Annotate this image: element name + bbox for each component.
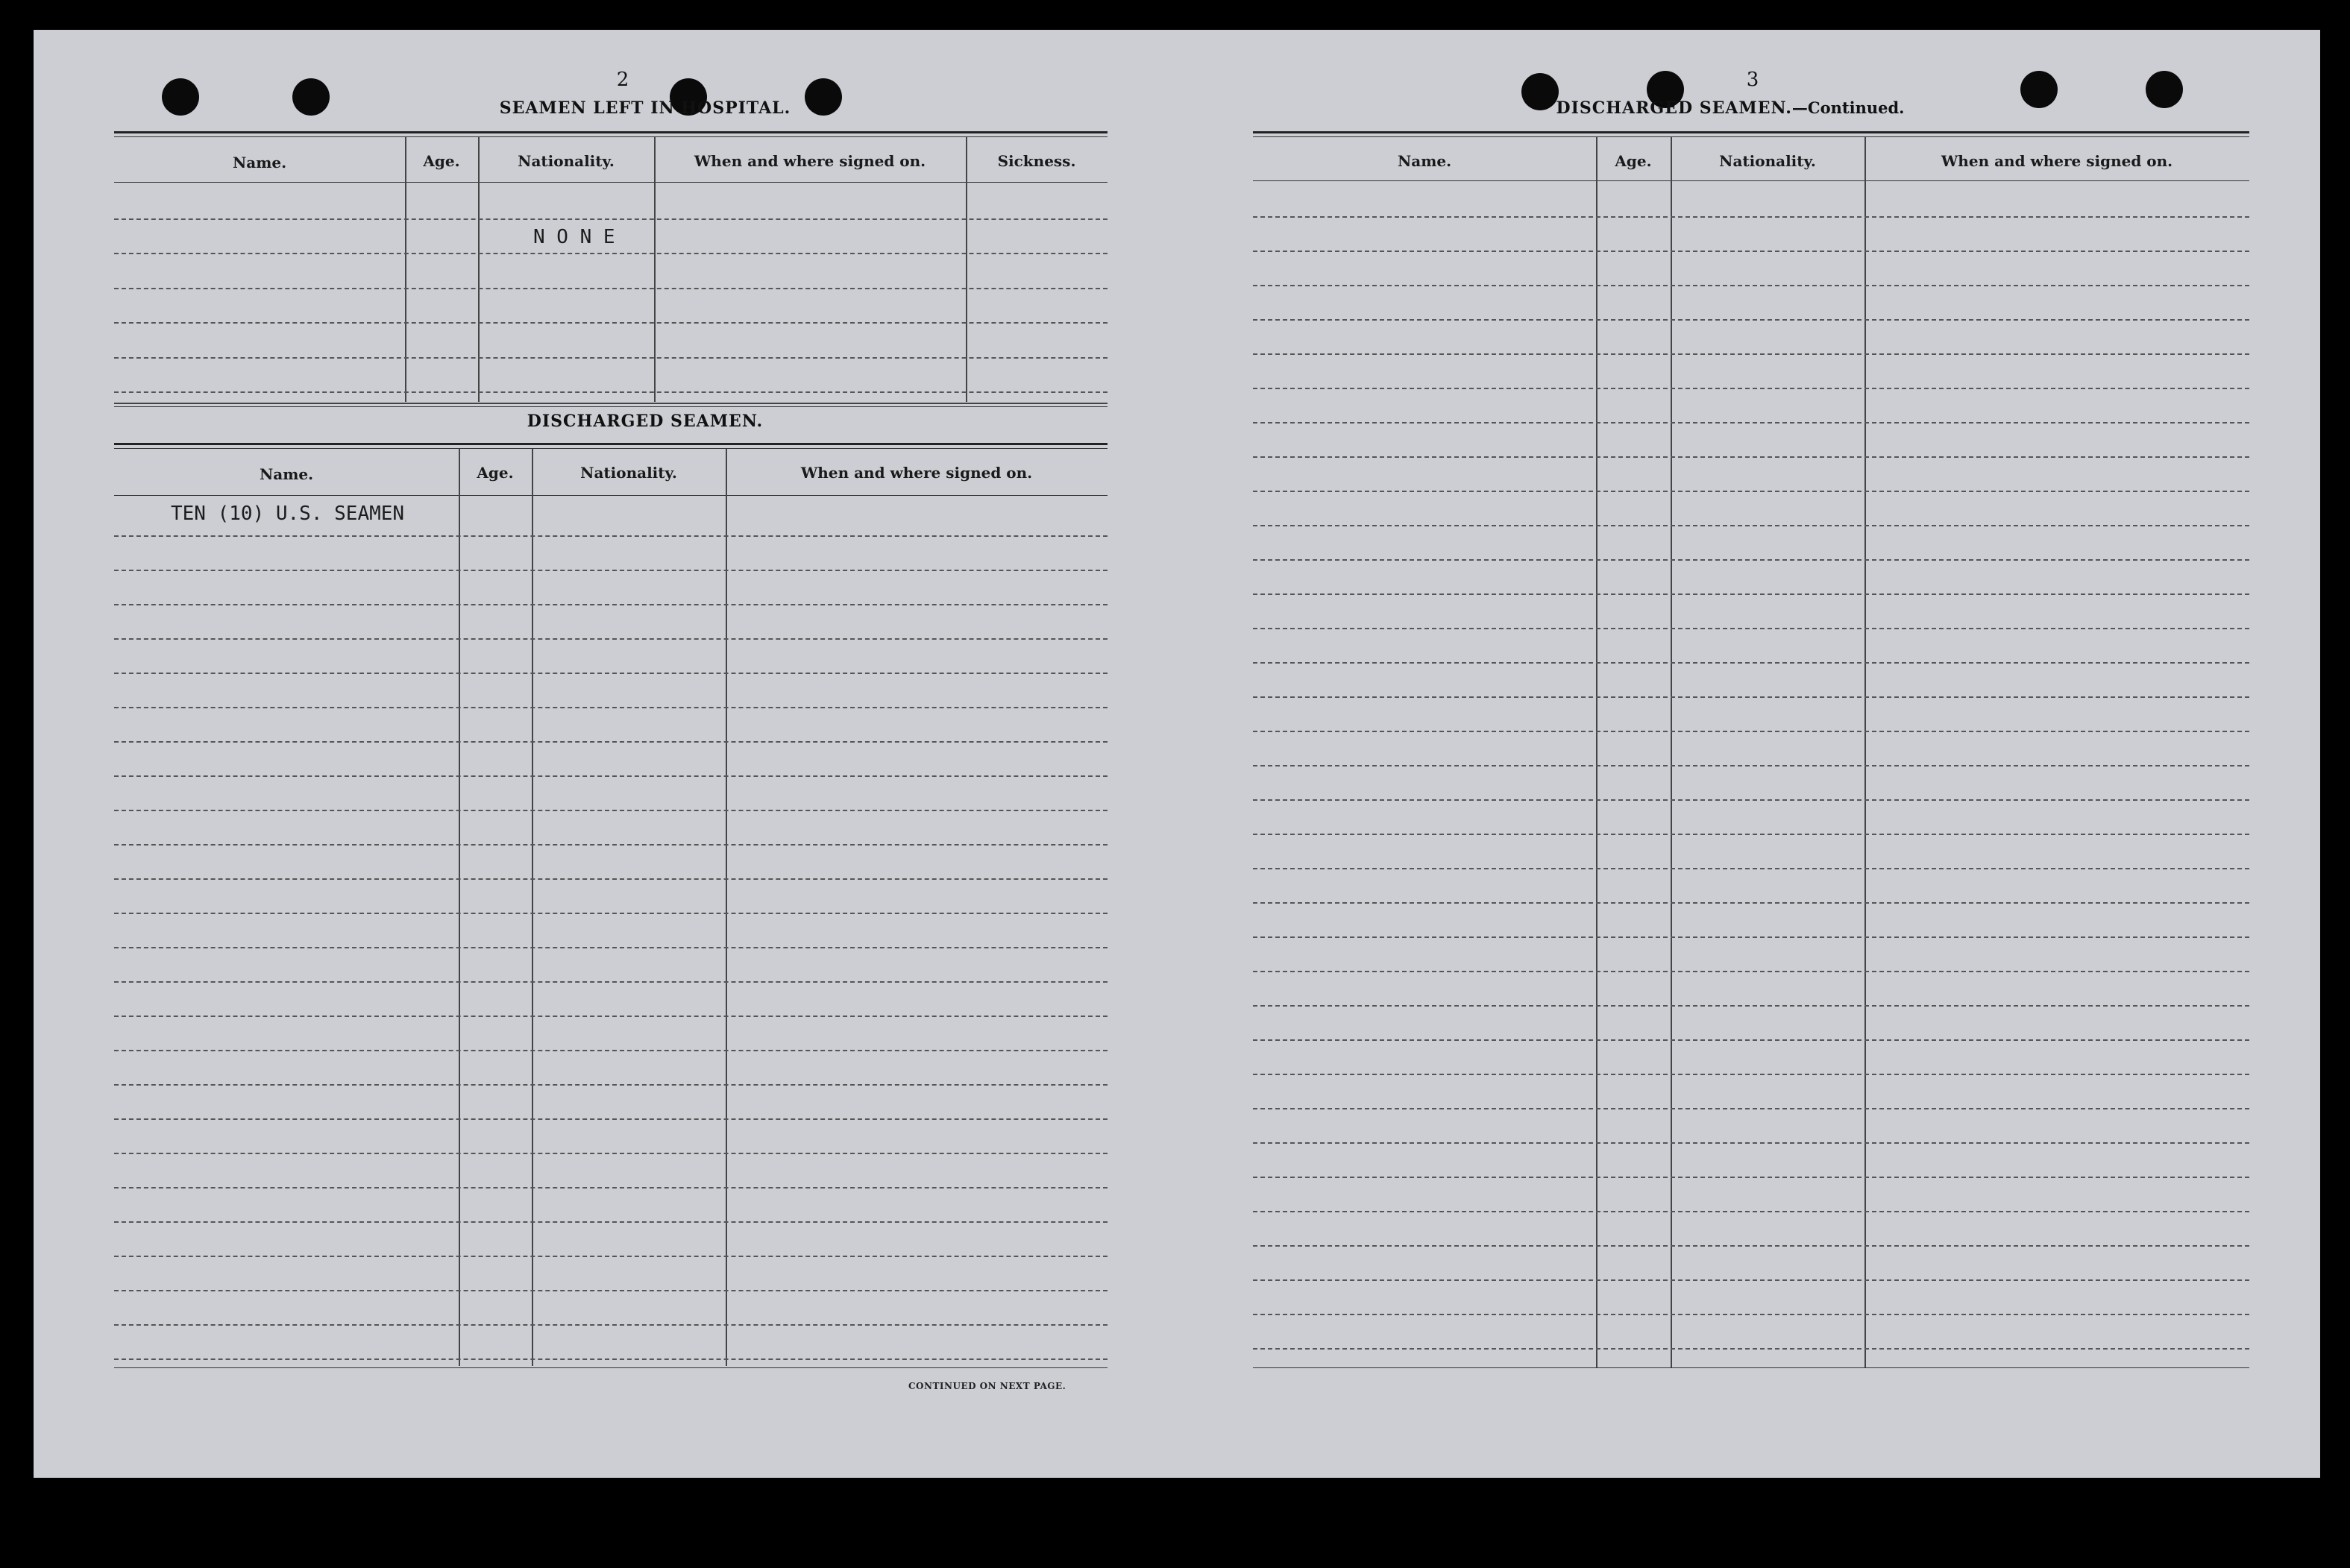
column-header: Sickness. (997, 152, 1076, 170)
right-title-continued: —Continued. (1791, 98, 1905, 117)
punch-hole (2020, 71, 2058, 108)
punch-hole (162, 78, 199, 116)
column-header: When and where signed on. (694, 152, 926, 170)
discharged-table (114, 443, 1108, 1412)
hospital-table (114, 131, 1108, 441)
column-header: Name. (1397, 152, 1452, 170)
page-number: 3 (1746, 69, 1759, 91)
continued-note: CONTINUED ON NEXT PAGE. (908, 1381, 1066, 1391)
column-header: Nationality. (518, 152, 615, 170)
discharged-section-title: DISCHARGED SEAMEN. (527, 412, 764, 431)
right-title-main: DISCHARGED SEAMEN. (1556, 98, 1792, 118)
column-header: Age. (423, 152, 460, 170)
right-page-title (1525, 98, 1935, 118)
column-header: Name. (259, 465, 314, 483)
hospital-section-title: SEAMEN LEFT IN HOSPITAL. (499, 98, 791, 118)
discharged-table-continued (1253, 131, 2249, 1414)
column-header: Name. (232, 154, 287, 171)
column-header: Nationality. (580, 464, 677, 482)
punch-hole (292, 78, 330, 116)
column-header: When and where signed on. (800, 464, 1033, 482)
column-header: When and where signed on. (1941, 152, 2173, 170)
column-header: Age. (477, 464, 514, 482)
page-number: 2 (616, 69, 629, 91)
discharged-entry: TEN (10) U.S. SEAMEN (171, 503, 405, 525)
column-header: Nationality. (1719, 152, 1816, 170)
document-paper (34, 30, 2320, 1478)
punch-hole (2146, 71, 2183, 108)
column-header: Age. (1615, 152, 1652, 170)
hospital-entry-none: N O N E (533, 226, 615, 248)
